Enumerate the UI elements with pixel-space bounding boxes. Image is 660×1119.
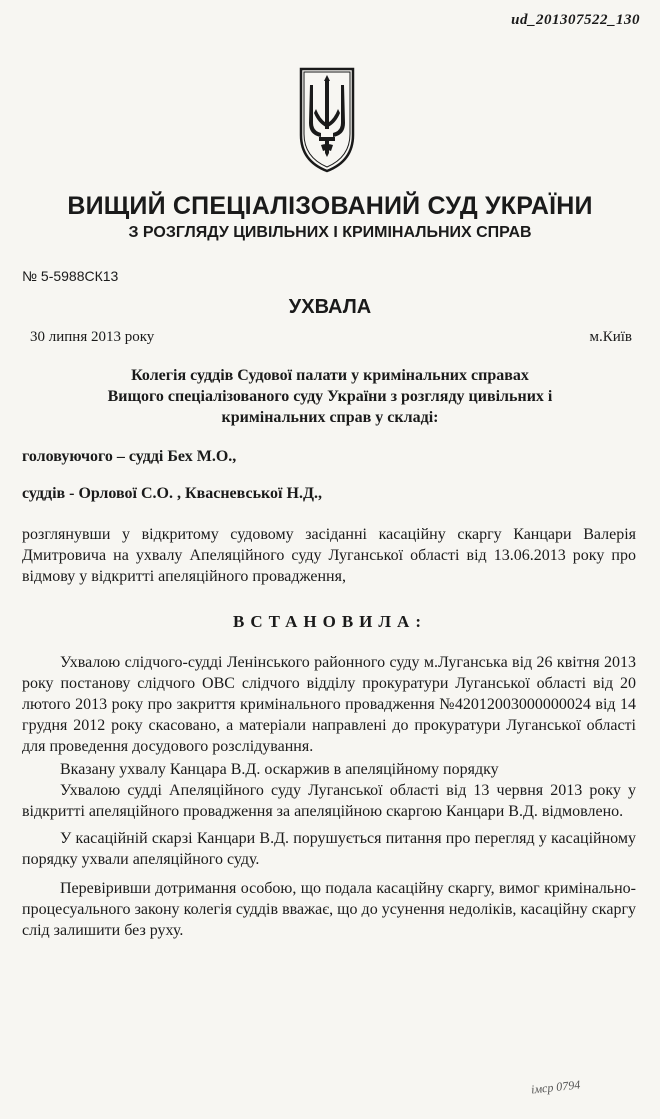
body-paragraph: У касаційній скарзі Канцари В.Д. порушується питання про перегляд у касаційному порядку ухвали апеляційного суду.: [22, 830, 636, 868]
court-name: ВИЩИЙ СПЕЦІАЛІЗОВАНИЙ СУД УКРАЇНИ: [67, 192, 593, 220]
document-type-heading: УХВАЛА: [288, 296, 372, 318]
panel-judges: суддів - Орлової С.О. , Квасневської Н.Д.,: [22, 485, 322, 502]
intro-paragraph: розглянувши у відкритому судовому засіданні касаційну скаргу Канцари Валерія Дмитровича на ухвалу Апеляційного суду Луганської області від 13.06.2013 року про відмову у відкритті апеляційного провадження,: [22, 526, 636, 585]
established-heading: ВСТАНОВИЛА:: [233, 612, 427, 631]
body-paragraph: Ухвалою слідчого-судді Ленінського районного суду м.Луганська від 26 квітня 2013 року постанову слідчого ОВС слідчого відділу прокуратури Луганської області від 20 лютого 2013 року про закриття кримінального провадження №42012003000000024 від 14 грудня 2012 року скасовано, а матеріали направлені до прокуратури Луганської області для проведення досудового розслідування.: [22, 654, 636, 755]
body-paragraph: Вказану ухвалу Канцара В.Д. оскаржив в апеляційному порядку: [60, 761, 499, 778]
body-paragraph: Ухвалою судді Апеляційного суду Луганської області від 13 червня 2013 року у відкритті апеляційного провадження за апеляційною скаргою Канцари В.Д. відмовлено.: [22, 782, 636, 820]
panel-composition: [40, 365, 620, 428]
presiding-judge: головуючого – судді Бех М.О.,: [22, 448, 237, 465]
panel-line: Колегія суддів Судової палати у кримінальних справах: [131, 367, 529, 384]
body-paragraph: Перевіривши дотримання особою, що подала касаційну скаргу, вимог кримінально-процесуального закону колегія суддів вважає, що до усунення недоліків, касаційну скаргу слід залишити без руху.: [22, 880, 636, 939]
panel-line: кримінальних справ у складі:: [221, 409, 439, 426]
document-id: ud_201307522_130: [511, 12, 640, 28]
trident-coat-of-arms-icon: [298, 65, 356, 173]
panel-line: Вищого спеціалізованого суду України з розгляду цивільних і: [107, 388, 553, 405]
decision-city: м.Київ: [589, 329, 632, 345]
handwritten-stamp: імср 0794: [530, 1077, 581, 1097]
case-number: № 5-5988СК13: [22, 268, 119, 284]
decision-date: 30 липня 2013 року: [30, 329, 155, 345]
decision-body: [22, 652, 636, 941]
court-subtitle: З РОЗГЛЯДУ ЦИВІЛЬНИХ І КРИМІНАЛЬНИХ СПРАВ: [128, 224, 532, 241]
